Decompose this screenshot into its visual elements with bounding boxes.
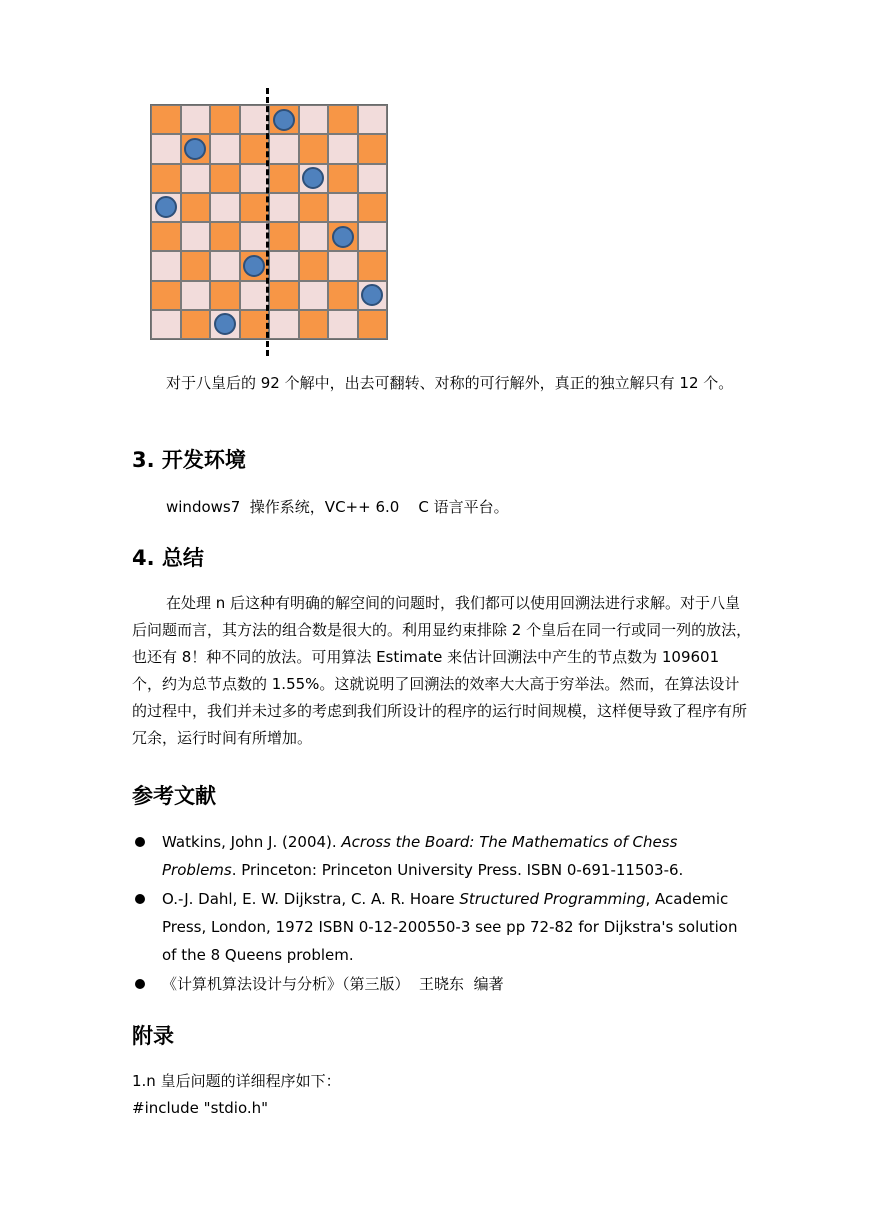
heading-dev-environment: 3. 开发环境 [132, 448, 246, 472]
board-cell [181, 281, 211, 310]
board-cell [240, 193, 270, 222]
summary-paragraph: 在处理 n 后这种有明确的解空间的问题时，我们都可以使用回溯法进行求解。对于八皇后问题而言，其方法的组合数是很大的。利用显约束排除 2 个皇后在同一行或同一列的放法，也还有 8！种不同的放法。可用算法 Estimate 来估计回溯法中产生的节点数为 109601 个，约为总节点数的 1.55%。这就说明了回溯法的效率大大高于穷举法。然而，在算法设计的过程中，我们并未过多的考虑到我们所设计的程序的运行时间规模，这样便导致了程序有所冗余，运行时间有所增加。 [132, 594, 752, 747]
heading-appendix: 附录 [132, 1024, 174, 1048]
board-cell [240, 105, 270, 134]
board-cell [358, 193, 388, 222]
board-cell [151, 105, 181, 134]
chessboard-grid [150, 104, 388, 340]
heading-summary: 4. 总结 [132, 546, 204, 570]
board-cell [181, 251, 211, 280]
board-cell [210, 251, 240, 280]
queen-marker-icon [184, 138, 206, 160]
board-cell [358, 105, 388, 134]
reference-item: 《计算机算法设计与分析》（第三版） 王晓东 编著 [132, 970, 752, 998]
board-cell [181, 222, 211, 251]
board-cell [269, 193, 299, 222]
queen-marker-icon [243, 255, 265, 277]
board-cell [299, 310, 329, 339]
board-cell [151, 251, 181, 280]
board-cell [240, 134, 270, 163]
board-cell [210, 281, 240, 310]
board-cell [358, 134, 388, 163]
board-cell [299, 105, 329, 134]
dev-environment-text: windows7 操作系统，VC++ 6.0 C 语言平台。 [166, 498, 509, 516]
board-cell [269, 281, 299, 310]
board-cell [269, 134, 299, 163]
board-cell [181, 164, 211, 193]
board-cell [181, 310, 211, 339]
board-cell [328, 193, 358, 222]
board-cell [269, 222, 299, 251]
board-cell [299, 281, 329, 310]
board-cell [358, 222, 388, 251]
queen-marker-icon [155, 196, 177, 218]
board-cell [358, 251, 388, 280]
board-cell [299, 134, 329, 163]
queen-marker-icon [332, 226, 354, 248]
board-cell [299, 222, 329, 251]
board-cell [151, 164, 181, 193]
board-cell [210, 222, 240, 251]
board-cell [181, 193, 211, 222]
board-cell [269, 251, 299, 280]
board-cell [240, 222, 270, 251]
bullet-icon [135, 979, 145, 989]
board-cell [328, 251, 358, 280]
board-cell [151, 310, 181, 339]
appendix-code-line: #include "stdio.h" [132, 1099, 269, 1117]
reference-item: Watkins, John J. (2004). Across the Board: The Mathematics of Chess Problems. Princeton: Princeton University Press. ISBN 0-691-11503-6. [132, 828, 752, 884]
board-cell [240, 164, 270, 193]
board-cell [151, 222, 181, 251]
board-cell [240, 310, 270, 339]
board-cell [269, 164, 299, 193]
board-cell [210, 164, 240, 193]
board-cell [328, 134, 358, 163]
chessboard-figure [150, 104, 388, 340]
reference-list [132, 828, 752, 999]
board-cell [151, 134, 181, 163]
board-cell [269, 310, 299, 339]
board-cell [299, 193, 329, 222]
queen-marker-icon [214, 313, 236, 335]
reference-item: O.-J. Dahl, E. W. Dijkstra, C. A. R. Hoare Structured Programming, Academic Press, London, 1972 ISBN 0-12-200550-3 see pp 72-82 for Dijkstra's solution of the 8 Queens problem. [132, 885, 752, 969]
board-cell [210, 134, 240, 163]
board-cell [328, 310, 358, 339]
board-cell [210, 105, 240, 134]
board-cell [358, 310, 388, 339]
board-cell [181, 105, 211, 134]
board-cell [358, 164, 388, 193]
symmetry-axis-dashed-line [266, 88, 269, 356]
paragraph-solutions: 对于八皇后的 92 个解中，出去可翻转、对称的可行解外，真正的独立解只有 12 个。 [166, 374, 734, 392]
board-cell [240, 281, 270, 310]
board-cell [151, 281, 181, 310]
board-cell [210, 193, 240, 222]
board-cell [299, 251, 329, 280]
board-cell [328, 164, 358, 193]
appendix-text [132, 1068, 341, 1122]
bullet-icon [135, 837, 145, 847]
board-cell [328, 281, 358, 310]
heading-references: 参考文献 [132, 784, 216, 808]
queen-marker-icon [273, 109, 295, 131]
bullet-icon [135, 894, 145, 904]
appendix-line-1: 1.n 皇后问题的详细程序如下： [132, 1072, 341, 1090]
board-cell [328, 105, 358, 134]
